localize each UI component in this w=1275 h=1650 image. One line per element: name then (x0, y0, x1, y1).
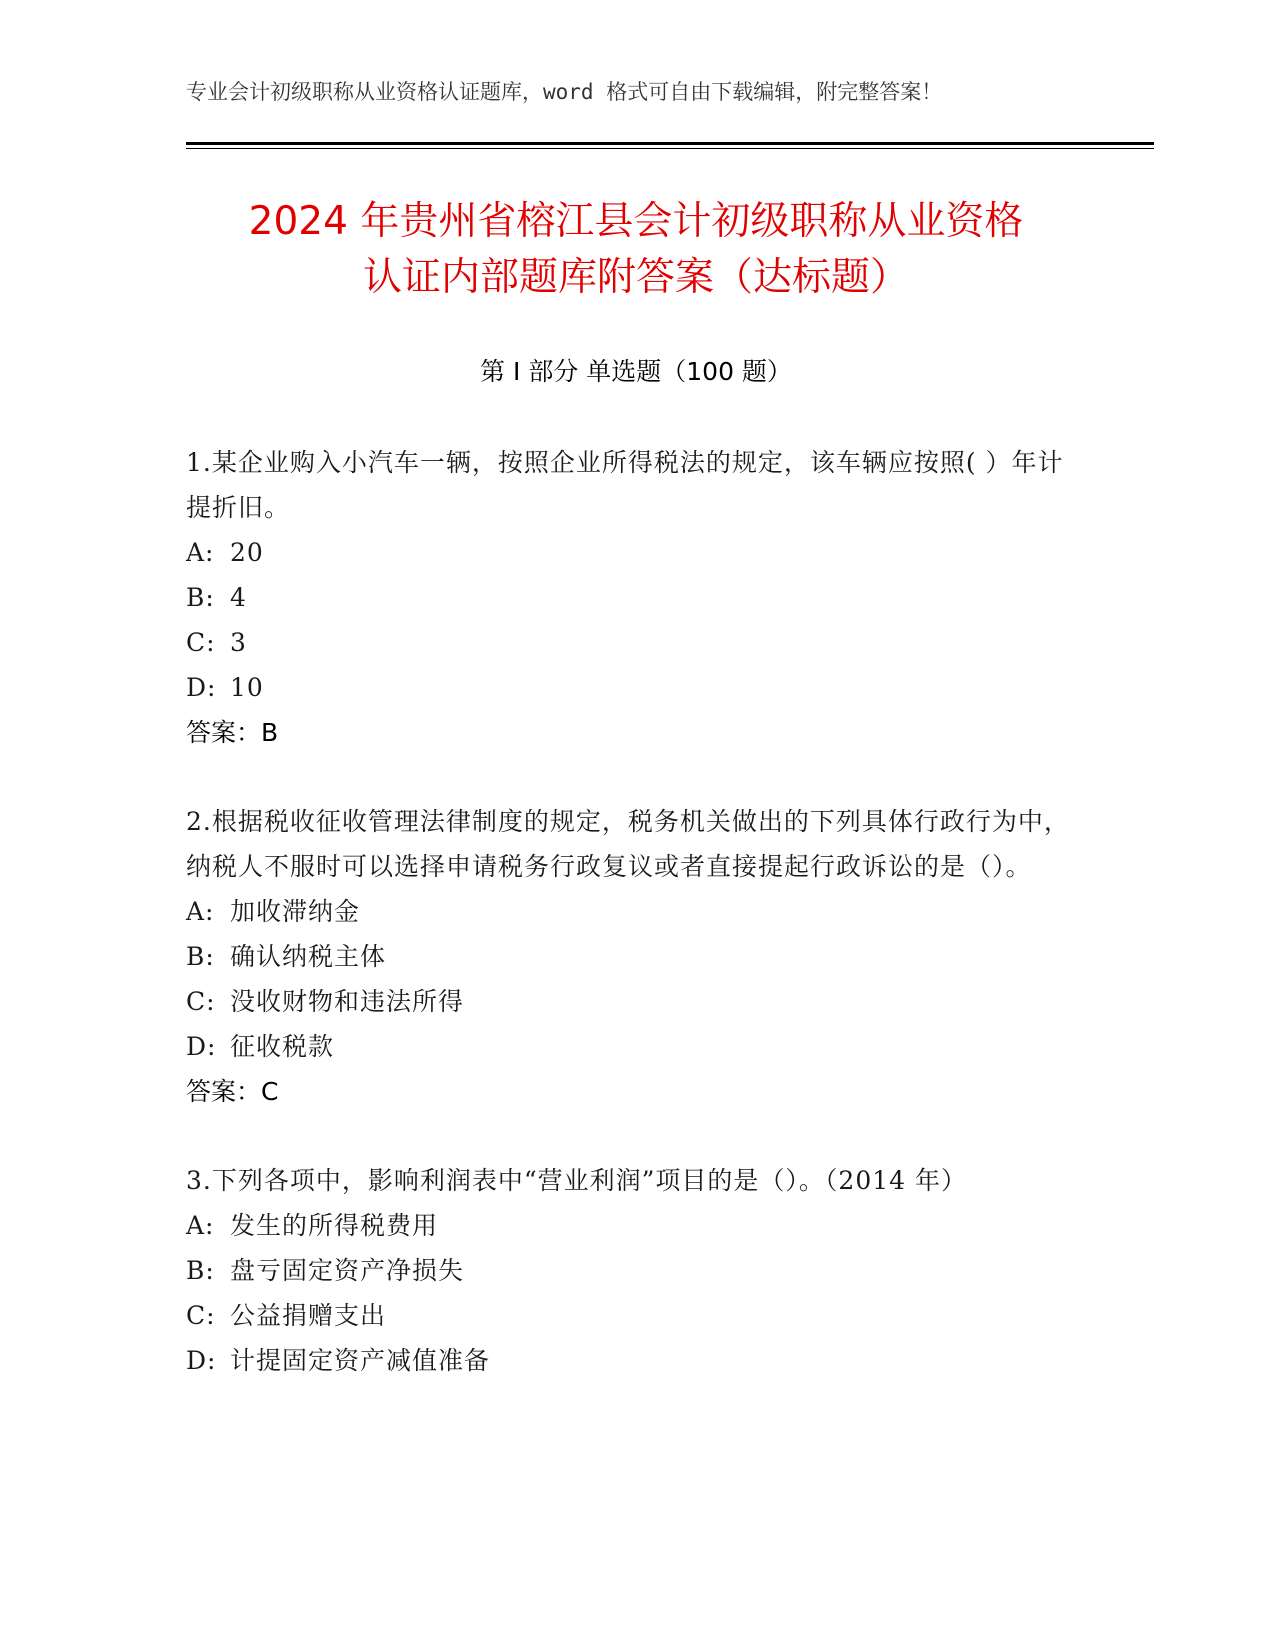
option-key: D: (186, 1346, 217, 1375)
option-key: C: (186, 1301, 216, 1330)
option-key: B: (186, 583, 215, 612)
question-stem: 3.下列各项中，影响利润表中“营业利润”项目的是（）。（2014 年） (186, 1166, 967, 1195)
question-stem: 2.根据税收征收管理法律制度的规定，税务机关做出的下列具体行政行为中，纳税人不服时可以选择申请税务行政复议或者直接提起行政诉讼的是（）。 (186, 807, 1070, 881)
option-text: 公益捐赠支出 (230, 1301, 387, 1330)
option-key: B: (186, 1256, 215, 1285)
option-c (186, 620, 1081, 665)
option-a (186, 889, 1081, 934)
option-key: C: (186, 628, 216, 657)
option-text: 盘亏固定资产净损失 (230, 1256, 465, 1285)
option-c (186, 1293, 1081, 1338)
option-a (186, 530, 1081, 575)
option-key: B: (186, 942, 215, 971)
option-b (186, 934, 1081, 979)
option-key: C: (186, 987, 216, 1016)
option-d (186, 1024, 1081, 1069)
option-b (186, 1248, 1081, 1293)
option-b (186, 575, 1081, 620)
option-key: A: (186, 538, 215, 567)
header-note: 专业会计初级职称从业资格认证题库，word 格式可自由下载编辑，附完整答案！ (186, 80, 943, 104)
header-divider-thick (186, 142, 1154, 145)
option-key: D: (186, 1032, 217, 1061)
option-text: 10 (230, 673, 264, 702)
document-title (186, 194, 1086, 306)
question-list (186, 440, 1081, 1427)
option-key: A: (186, 1211, 215, 1240)
document-title-line-2: 认证内部题库附答案（达标题） (362, 255, 909, 300)
option-text: 确认纳税主体 (230, 942, 387, 971)
option-text: 计提固定资产减值准备 (230, 1346, 491, 1375)
option-text: 20 (230, 538, 264, 567)
option-text: 3 (230, 628, 247, 657)
option-d (186, 665, 1081, 710)
answer: 答案：B (186, 718, 279, 747)
document-title-line-1: 2024 年贵州省榕江县会计初级职称从业资格 (248, 199, 1024, 244)
answer: 答案：C (186, 1077, 279, 1106)
question-stem: 1.某企业购入小汽车一辆，按照企业所得税法的规定，该车辆应按照( ）年计提折旧。 (186, 448, 1064, 522)
option-text: 发生的所得税费用 (230, 1211, 439, 1240)
question-3 (186, 1158, 1081, 1383)
section-title: 第 I 部分 单选题（100 题） (480, 357, 792, 386)
option-text: 4 (230, 583, 247, 612)
option-a (186, 1203, 1081, 1248)
option-key: D: (186, 673, 217, 702)
option-c (186, 979, 1081, 1024)
header-divider-thin (186, 148, 1154, 149)
option-key: A: (186, 897, 215, 926)
question-2 (186, 799, 1081, 1114)
option-text: 加收滞纳金 (230, 897, 361, 926)
option-text: 征收税款 (230, 1032, 335, 1061)
option-d (186, 1338, 1081, 1383)
question-1 (186, 440, 1081, 755)
option-text: 没收财物和违法所得 (230, 987, 465, 1016)
